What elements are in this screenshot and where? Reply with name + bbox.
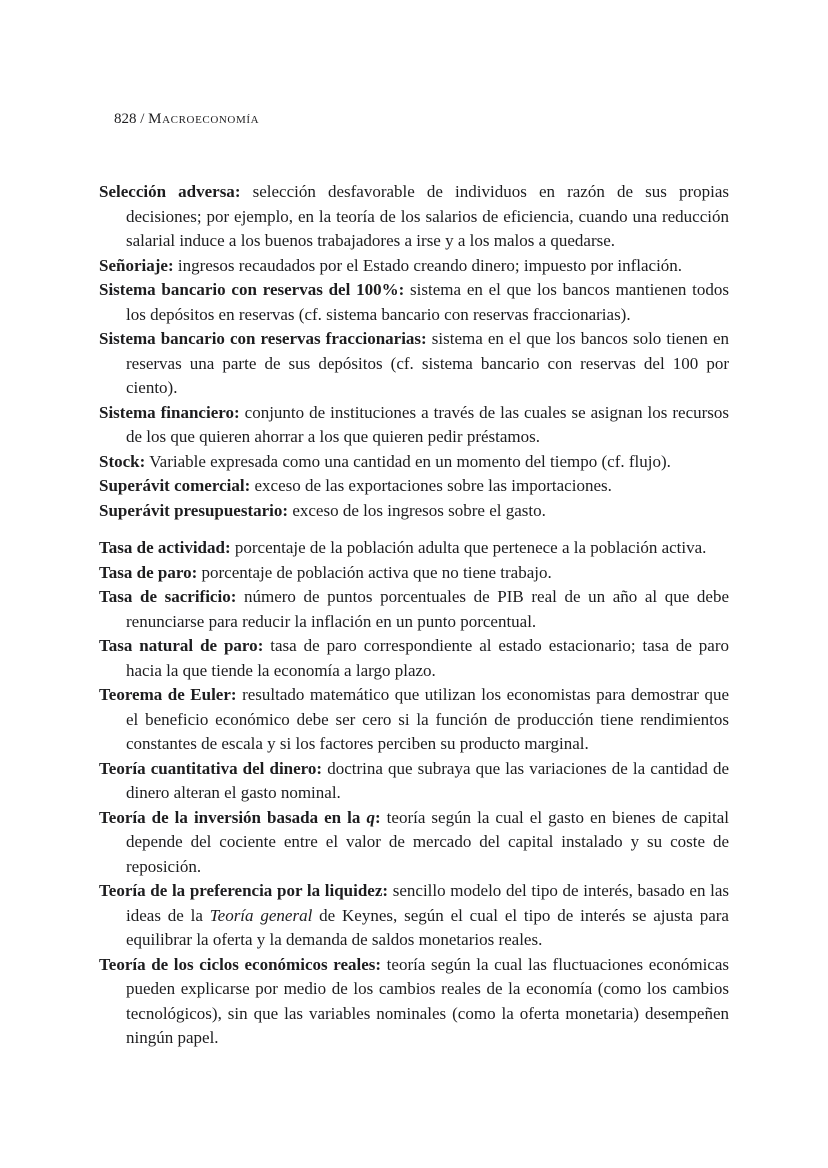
glossary-entry bbox=[99, 474, 729, 499]
glossary-entry bbox=[99, 683, 729, 757]
entry-definition: número de puntos porcentuales de PIB real de un año al que debe renunciarse para reducir la inflación en un punto porcentual. bbox=[126, 587, 729, 631]
entry-term: Sistema bancario con reservas fraccionarias: bbox=[99, 329, 427, 348]
entry-definition: ingresos recaudados por el Estado creando dinero; impuesto por inflación. bbox=[177, 255, 683, 275]
entry-definition: sistema en el que los bancos solo tienen en reservas una parte de sus depósitos (cf. sistema bancario con reservas del 100 por ciento). bbox=[126, 329, 729, 397]
entry-term: Teoría cuantitativa del dinero: bbox=[99, 758, 323, 778]
entry-definition: resultado matemático que utilizan los economistas para demostrar que el beneficio económico debe ser cero si la función de producción tiene rendimientos constantes de escala y si los factores perciben su producto marginal. bbox=[126, 685, 729, 753]
entry-definition: exceso de los ingresos sobre el gasto. bbox=[292, 500, 546, 520]
glossary-entry bbox=[99, 499, 729, 524]
entry-term: Teoría de la preferencia por la liquidez: bbox=[99, 881, 389, 900]
glossary-entry bbox=[99, 327, 729, 401]
header-separator: / bbox=[136, 111, 149, 127]
glossary-entry bbox=[99, 278, 729, 327]
entry-term: Tasa de sacrificio: bbox=[99, 587, 237, 606]
glossary-entry bbox=[99, 254, 729, 279]
entry-term: Selección adversa: bbox=[99, 182, 241, 201]
glossary-entry bbox=[99, 561, 729, 586]
entry-term: Teoría de la inversión basada en la q: bbox=[99, 807, 381, 827]
glossary-entry bbox=[99, 401, 729, 450]
entry-term: Tasa natural de paro: bbox=[99, 636, 264, 655]
glossary-entry bbox=[99, 806, 729, 880]
section-title: Macroeconomía bbox=[148, 111, 260, 127]
entry-term: Señoriaje: bbox=[99, 255, 174, 275]
glossary-entry bbox=[99, 180, 729, 254]
entry-term: Sistema bancario con reservas del 100%: bbox=[99, 280, 405, 299]
entry-term: Superávit comercial: bbox=[99, 476, 251, 495]
entry-definition: tasa de paro correspondiente al estado estacionario; tasa de paro hacia la que tiende la economía a largo plazo. bbox=[126, 636, 730, 680]
entry-definition: selección desfavorable de individuos en razón de sus propias decisiones; por ejemplo, en la teoría de los salarios de eficiencia, cuando una reducción salarial induce a los buenos trabajadores a irse y a los malos a quedarse. bbox=[126, 182, 729, 250]
page-number: 828 bbox=[114, 111, 137, 127]
entry-definition: porcentaje de la población adulta que pertenece a la población activa. bbox=[234, 538, 707, 557]
entry-term: Stock: bbox=[99, 451, 146, 471]
entry-term: Teorema de Euler: bbox=[99, 685, 237, 704]
entry-definition: porcentaje de población activa que no tiene trabajo. bbox=[201, 562, 552, 582]
italic-text: q bbox=[366, 807, 375, 827]
entry-term: Sistema financiero: bbox=[99, 402, 240, 422]
entry-term: Tasa de paro: bbox=[99, 562, 198, 582]
entry-definition: teoría según la cual las fluctuaciones económicas pueden explicarse por medio de los cambios reales de la economía (como los cambios tecnológicos), sin que las variables nominales (como la oferta monetaria) desempeñen ningún papel. bbox=[126, 954, 730, 1047]
glossary-entry bbox=[99, 953, 729, 1051]
glossary-entry bbox=[99, 757, 729, 806]
entry-term: Superávit presupuestario: bbox=[99, 500, 289, 520]
entry-definition: teoría según la cual el gasto en bienes de capital depende del cociente entre el valor de mercado del capital instalado y su coste de reposición. bbox=[126, 807, 729, 876]
glossary-list bbox=[99, 180, 729, 1051]
italic-text: Teoría general bbox=[209, 905, 313, 925]
entry-term: Tasa de actividad: bbox=[99, 538, 231, 557]
entry-definition: conjunto de instituciones a través de las cuales se asignan los recursos de los que quieren ahorrar a los que quieren pedir préstamos. bbox=[126, 402, 730, 446]
entry-term: Teoría de los ciclos económicos reales: bbox=[99, 954, 382, 974]
entry-definition: sistema en el que los bancos mantienen todos los depósitos en reservas (cf. sistema bancario con reservas fraccionarias). bbox=[126, 280, 730, 324]
entry-definition: sencillo modelo del tipo de interés, basado en las ideas de la Teoría general de Keynes, según el cual el tipo de interés se ajusta para equilibrar la oferta y la demanda de saldos monetarios reales. bbox=[126, 881, 730, 949]
entry-definition: doctrina que subraya que las variaciones de la cantidad de dinero alteran el gasto nominal. bbox=[126, 758, 729, 802]
entry-definition: Variable expresada como una cantidad en un momento del tiempo (cf. flujo). bbox=[149, 451, 671, 471]
entry-definition: exceso de las exportaciones sobre las importaciones. bbox=[254, 476, 612, 495]
glossary-entry bbox=[99, 536, 729, 561]
page-header bbox=[99, 92, 729, 146]
glossary-entry bbox=[99, 585, 729, 634]
glossary-entry bbox=[99, 450, 729, 475]
glossary-entry bbox=[99, 634, 729, 683]
glossary-entry bbox=[99, 879, 729, 953]
